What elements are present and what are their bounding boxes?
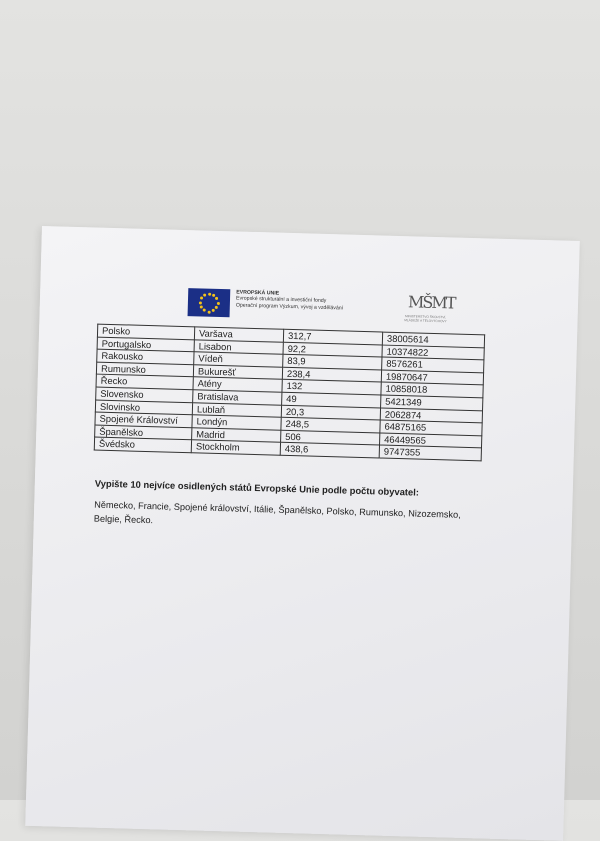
ministry-text: MINISTERSTVO ŠKOLSTVÍ, MLÁDEŽE A TĚLOVÝCHOVY <box>404 314 447 324</box>
ministry-logo <box>397 292 454 328</box>
country-cell: Slovensko <box>96 387 193 402</box>
eu-funding-text <box>236 289 344 311</box>
capital-cell: Varšava <box>194 327 283 342</box>
question-text: Vypište 10 nejvíce osidlených států Evropské Unie podle počtu obyvatel: <box>94 477 420 498</box>
states-table <box>94 324 485 462</box>
country-cell: Španělsko <box>95 425 192 440</box>
capital-cell: Bukurešť <box>193 365 282 380</box>
population-cell: 10858018 <box>381 382 483 397</box>
area-cell: 20,3 <box>281 405 380 420</box>
area-cell: 312,7 <box>283 329 382 344</box>
capital-cell: Madrid <box>192 428 281 443</box>
country-cell: Řecko <box>96 374 193 389</box>
capital-cell: Atény <box>193 377 282 392</box>
population-cell: 5421349 <box>381 395 483 410</box>
eu-flag-icon <box>188 288 231 317</box>
capital-cell: Stockholm <box>191 440 280 455</box>
country-cell: Slovinsko <box>95 400 192 415</box>
document-header <box>187 286 455 327</box>
country-cell: Polsko <box>97 324 194 339</box>
capital-cell: Lublaň <box>192 402 281 417</box>
area-cell: 49 <box>282 392 381 407</box>
eu-title: EVROPSKÁ UNIE <box>236 289 280 297</box>
capital-cell: Londýn <box>192 415 281 430</box>
area-cell: 506 <box>281 430 380 445</box>
answer-text: Německo, Francie, Spojené království, Itálie, Španělsko, Polsko, Rumunsko, Nizozemsko, Belgie, Řecko. <box>93 499 461 526</box>
country-cell: Rumunsko <box>96 362 193 377</box>
population-cell: 9747355 <box>379 445 481 460</box>
population-cell: 2062874 <box>380 408 482 423</box>
country-cell: Spojené Království <box>95 412 192 427</box>
msmt-logo-icon: MŠMT <box>407 292 455 313</box>
area-cell: 92,2 <box>283 342 382 357</box>
population-cell: 19870647 <box>381 370 483 385</box>
country-cell: Rakousko <box>97 349 194 364</box>
capital-cell: Vídeň <box>194 352 283 367</box>
area-cell: 132 <box>282 380 381 395</box>
population-cell: 46449565 <box>380 433 482 448</box>
area-cell: 83,9 <box>283 354 382 369</box>
population-cell: 8576261 <box>382 357 484 372</box>
area-cell: 238,4 <box>282 367 381 382</box>
country-cell: Švédsko <box>94 437 191 452</box>
population-cell: 64875165 <box>380 420 482 435</box>
capital-cell: Lisabon <box>194 339 283 354</box>
area-cell: 248,5 <box>281 417 380 432</box>
capital-cell: Bratislava <box>193 390 282 405</box>
country-cell: Portugalsko <box>97 337 194 352</box>
eu-line-1: Evropské strukturální a investiční fondy <box>235 295 327 305</box>
population-cell: 38005614 <box>382 332 484 347</box>
paper-sheet <box>25 226 580 841</box>
area-cell: 438,6 <box>280 443 379 458</box>
population-cell: 10374822 <box>382 345 484 360</box>
eu-line-2: Operační program Výzkum, vývoj a vzdělávání <box>235 302 344 312</box>
